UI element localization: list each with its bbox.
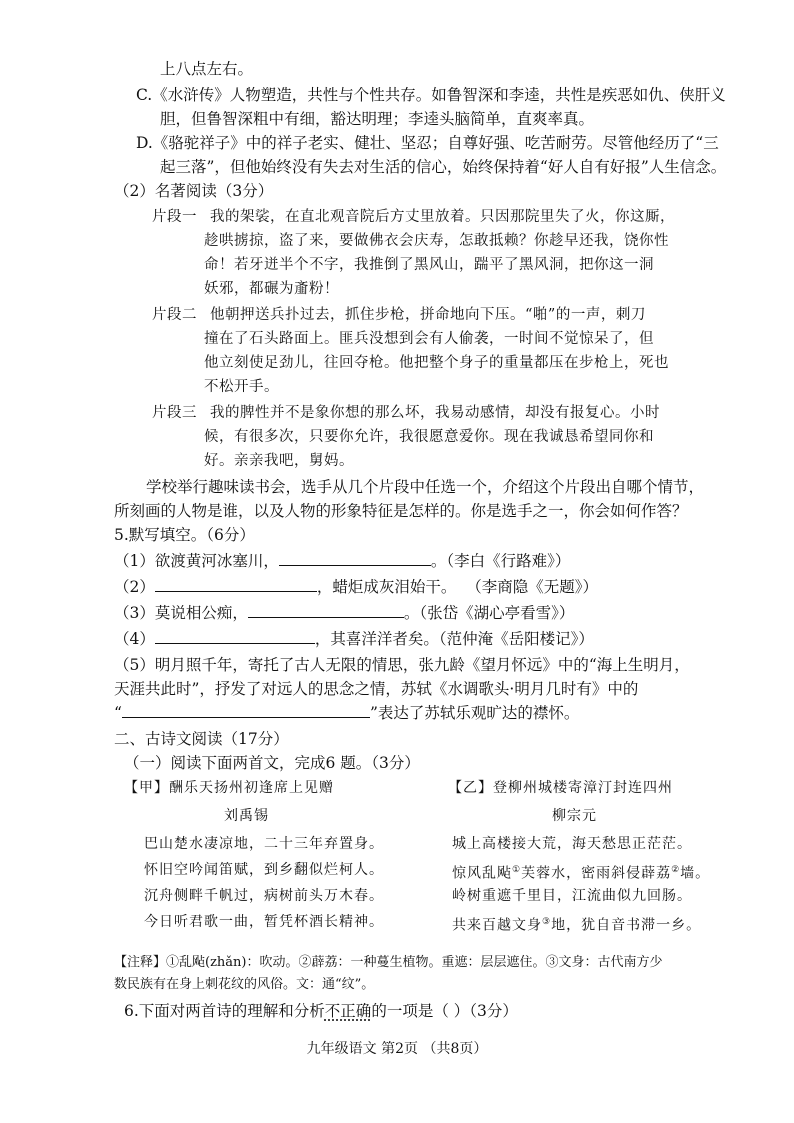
option-d-line2: 起三落”，但他始终没有失去对生活的信心，始终保持着“好人自有好报”人生信念。 (160, 158, 727, 176)
question-6 (124, 1000, 518, 1022)
poem-b-author: 柳宗元 (552, 808, 597, 824)
q5-item-3-source: 。（张岱《湖心亭看雪》） (403, 604, 575, 622)
poem-b-line4-a: 共来百越文身 (452, 917, 542, 934)
poem-b-line3: 岭树重遮千里目，江流曲似九回肠。 (452, 888, 692, 904)
q5-title: 5.默写填空。（6分） (114, 526, 255, 544)
segment-1-line4: 妖邪，都碾为齑粉！ (204, 281, 339, 297)
segment-2-line2: 撞在了石头路面上。匪兵没想到会有人偷袭，一时间不觉惊呆了，但 (204, 331, 654, 347)
poem-a-line4: 今日听君歌一曲，暂凭杯酒长精神。 (144, 914, 384, 930)
answer-blank-3[interactable] (248, 602, 404, 618)
q5-item-5-line1: （5）明月照千年，寄托了古人无限的情思，张九龄《望月怀远》中的“海上生明月， (114, 656, 690, 674)
segment-2-line3: 他立刻使足劲儿，往回夺枪。他把整个身子的重量都压在步枪上，死也 (204, 355, 669, 371)
poem-b-line2-b: 芙蓉水，密雨斜侵薜荔 (521, 865, 672, 882)
q5-item-1-prompt: （1）欲渡黄河冰塞川， (114, 552, 279, 570)
option-d-line1: D.《骆驼祥子》中的祥子老实、健壮、坚忍；自尊好强、吃苦耐劳。尽管他经历了“三 (136, 134, 719, 152)
segment-3-text: 我的脾性并不是象你想的那么坏，我易动感情，却没有报复心。小时 (210, 405, 660, 421)
q5-item-2 (114, 576, 598, 598)
answer-blank-1[interactable] (279, 550, 431, 566)
q5-item-3-prompt: （3）莫说相公痴， (114, 604, 248, 622)
option-c-line2: 胆，但鲁智深粗中有细，豁达明理；李逵头脑简单，直爽率真。 (160, 110, 595, 128)
poem-b-line4 (452, 912, 701, 936)
q5-item-3 (114, 602, 574, 624)
poem-b-line1: 城上高楼接大荒，海天愁思正茫茫。 (452, 836, 692, 852)
question-6-prompt: 6.下面对两首诗的理解和分析 (124, 1002, 325, 1020)
poem-a-author: 刘禹锡 (224, 808, 269, 824)
poem-b-title: 【乙】登柳州城楼寄漳汀封连四州 (448, 780, 673, 796)
q5-item-2-prompt: ，蜡炬成灰泪始干。 (316, 578, 457, 596)
q5-item-4 (114, 628, 594, 650)
q5-item-4-prompt: ，其喜洋洋者矣。（范仲淹《岳阳楼记》） (314, 630, 594, 648)
answer-blank-5[interactable] (122, 702, 370, 718)
q5-item-5-line2: 天涯共此时”，抒发了对远人的思念之情，苏轼《水调歌头·明月几时有》中的 (114, 680, 639, 698)
option-b-tail: 上八点左右。 (160, 60, 254, 78)
q5-item-1 (114, 550, 570, 572)
annotation-line1: 【注释】①乱飐(zhǎn)：吹动。②薜荔：一种蔓生植物。重遮：层层遮住。③文身：古代南方少 (114, 955, 663, 970)
q5-item-4-number: （4） (114, 630, 155, 648)
answer-blank-2[interactable] (155, 576, 317, 592)
segment-2-text: 他朝押送兵扑过去，抓住步枪，拼命地向下压。“啪”的一声，刺刀 (210, 307, 646, 323)
segment-2-line4: 不松开手。 (204, 379, 279, 395)
section-2-subtitle: （一）阅读下面两首文，完成6 题。（3分） (124, 754, 420, 772)
task-prompt-line2: 所刻画的人物是谁，以及人物的形象特征是怎样的。你是选手之一，你会如何作答？ (114, 502, 688, 520)
segment-2-line1 (152, 304, 646, 326)
q5-item-5-tail: ”表达了苏轼乐观旷达的襟怀。 (369, 704, 580, 722)
segment-3-label: 片段三 (152, 405, 197, 421)
poem-b-line2 (452, 860, 710, 884)
poem-a-line2: 怀旧空吟闻笛赋，到乡翻似烂柯人。 (144, 862, 384, 878)
segment-3-line1 (152, 402, 660, 424)
option-c-line1: C.《水浒传》人物塑造，共性与个性共存。如鲁智深和李逵，共性是疾恶如仇、侠肝义 (136, 86, 726, 104)
open-quote: “ (114, 704, 122, 722)
footnote-marker-3: ③ (542, 917, 552, 927)
question-6-tail: 的一项是（ ）（3分） (371, 1002, 518, 1020)
segment-3-line2: 候，有很多次，只要你允许，我很愿意爱你。现在我诚恳希望同你和 (204, 429, 654, 445)
poem-b-line2-c: 墙。 (680, 865, 711, 882)
footnote-marker-1: ① (512, 865, 522, 875)
answer-blank-4[interactable] (155, 628, 315, 644)
poem-a-title: 【甲】酬乐天扬州初逢席上见赠 (124, 780, 334, 796)
poem-b-line4-b: 地，犹自音书滞一乡。 (551, 917, 702, 934)
task-prompt-line1: 学校举行趣味读书会，选手从几个片段中任选一个，介绍这个片段出自哪个情节， (146, 478, 705, 496)
segment-1-line2: 趁哄掳掠，盗了来，要做佛衣会庆寿，怎敢抵赖？你趁早还我，饶你性 (204, 233, 669, 249)
q5-item-2-source: （李商隐《无题》） (466, 578, 599, 596)
segment-1-line1 (152, 206, 675, 228)
segment-2-label: 片段二 (152, 307, 197, 323)
poem-a-line3: 沉舟侧畔千帆过，病树前头万木春。 (144, 888, 384, 904)
q5-item-1-source: 。（李白《行路难》） (430, 552, 571, 570)
annotation-line2: 数民族有在身上刺花纹的风俗。文：通“纹”。 (114, 977, 375, 992)
segment-1-text: 我的架裟，在直北观音院后方丈里放着。只因那院里失了火，你这厮， (210, 209, 675, 225)
q5-item-5-line3 (114, 702, 579, 724)
section-2-title: 二、古诗文阅读（17分） (114, 730, 289, 748)
poem-b-line2-a: 惊风乱飐 (452, 865, 512, 882)
segment-1-label: 片段一 (152, 209, 197, 225)
footnote-marker-2: ② (671, 865, 681, 875)
emphasis-not-correct: 不正确 (324, 1002, 372, 1020)
segment-1-line3: 命！若牙迸半个不字，我推倒了黑风山，踹平了黑风洞，把你这一洞 (204, 257, 654, 273)
poem-a-line1: 巴山楚水凄凉地，二十三年弃置身。 (144, 836, 384, 852)
segment-3-line3: 好。亲亲我吧，舅妈。 (204, 453, 354, 469)
part2-title: （2）名著阅读（3分） (114, 182, 274, 200)
page-footer: 九年级语文 第2页 （共8页） (306, 1041, 488, 1057)
q5-item-2-number: （2） (114, 578, 155, 596)
